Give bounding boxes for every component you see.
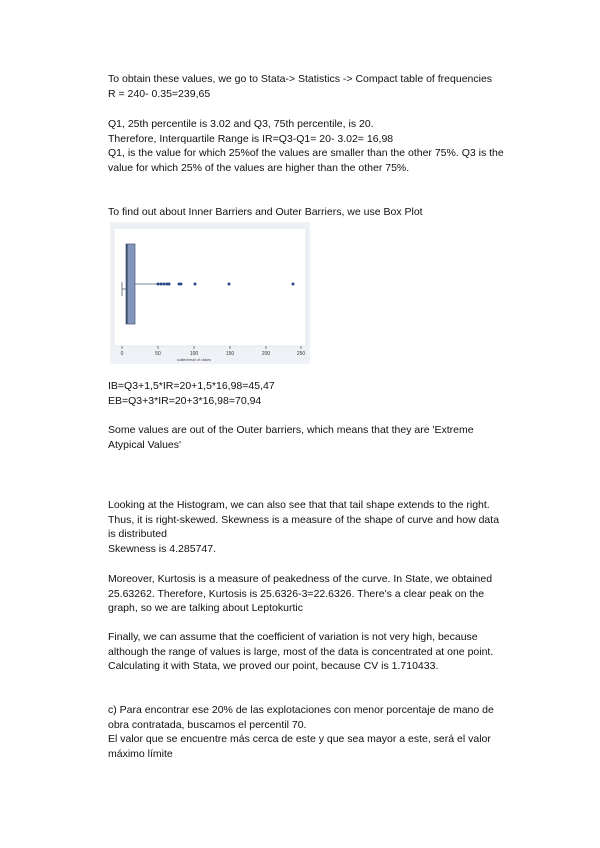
x-tick-label: 250 — [296, 351, 306, 357]
text-line: R = 240- 0.35=239,65 — [108, 87, 211, 100]
plot-area — [114, 228, 306, 346]
outlier-point — [168, 283, 171, 286]
text-line: Q1, is the value for which 25%of the values are smaller than the other 75%. Q3 is the — [108, 147, 504, 159]
box-plot-figure — [110, 222, 310, 364]
text-line: although the range of values is large, most of the data is concentrated at one point. — [108, 645, 494, 658]
text-line: Looking at the Histogram, we can also see that that tail shape extends to the right. — [108, 499, 490, 511]
x-tick-label: 200 — [261, 351, 271, 357]
x-tick-label: 0 — [120, 351, 124, 357]
paragraph-kurtosis — [108, 572, 528, 616]
text-line: graph, so we are talking about Leptokurtic — [108, 602, 303, 614]
text-line: máximo límite — [108, 747, 173, 760]
x-tick-label: 50 — [155, 351, 161, 357]
text-line: value for which 25% of the values are higher than the other 75%. — [108, 161, 410, 174]
outlier-point — [157, 283, 160, 286]
text-line: Skewness is 4.285747. — [108, 542, 216, 555]
x-tick-label: 150 — [225, 351, 235, 357]
box-plot-svg — [110, 222, 310, 364]
text-line: Thus, it is right-skewed. Skewness is a measure of the shape of curve and how data — [108, 513, 500, 526]
text-line: Some values are out of the Outer barriers, which means that they are 'Extreme — [108, 424, 474, 436]
text-line: EB=Q3+3*IR=20+3*16,98=70,94 — [108, 394, 262, 407]
outlier-point — [292, 283, 295, 286]
outlier-point — [228, 283, 231, 286]
paragraph-box-plot-intro — [108, 205, 528, 220]
text-line: Finally, we can assume that the coefficient of variation is not very high, because — [108, 631, 478, 643]
paragraph-barriers — [108, 379, 528, 408]
text-line: To find out about Inner Barriers and Outer Barriers, we use Box Plot — [108, 206, 423, 218]
outlier-point — [160, 283, 163, 286]
paragraph-coefficient-variation — [108, 630, 528, 674]
text-line: El valor que se encuentre más cerca de este y que sea mayor a este, será el valor — [108, 733, 491, 745]
outlier-point — [194, 283, 197, 286]
paragraph-quartiles — [108, 117, 528, 175]
paragraph-skewness — [108, 498, 528, 556]
paragraph-stata-compact-table — [108, 72, 528, 101]
text-line: obra contratada, buscamos el percentil 70. — [108, 718, 307, 731]
text-line: Therefore, Interquartile Range is IR=Q3-Q1= 20- 3.02= 16,98 — [108, 132, 394, 145]
text-line: 25.63262. Therefore, Kurtosis is 25.6326-3=22.6326. There's a clear peak on the — [108, 587, 485, 600]
text-line: Q1, 25th percentile is 3.02 and Q3, 75th percentile, is 20. — [108, 118, 374, 130]
text-line: c) Para encontrar ese 20% de las explotaciones con menor porcentaje de mano de — [108, 704, 494, 716]
text-line: is distributed — [108, 528, 167, 540]
text-line: Atypical Values' — [108, 438, 182, 451]
x-tick-label: 100 — [189, 351, 199, 357]
paragraph-percentile-question — [108, 703, 528, 761]
outlier-point — [163, 283, 166, 286]
text-line: IB=Q3+1,5*IR=20+1,5*16,98=45,47 — [108, 380, 275, 392]
text-line: To obtain these values, we go to Stata-> Statistics -> Compact table of frequencies — [108, 73, 493, 85]
outlier-point — [180, 283, 183, 286]
paragraph-extreme-values — [108, 423, 528, 452]
x-axis-label: outlier/mean of values — [176, 358, 212, 362]
text-line: Moreover, Kurtosis is a measure of peakedness of the curve. In State, we obtained — [108, 573, 493, 585]
text-line: Calculating it with Stata, we proved our point, because CV is 1.710433. — [108, 660, 439, 672]
